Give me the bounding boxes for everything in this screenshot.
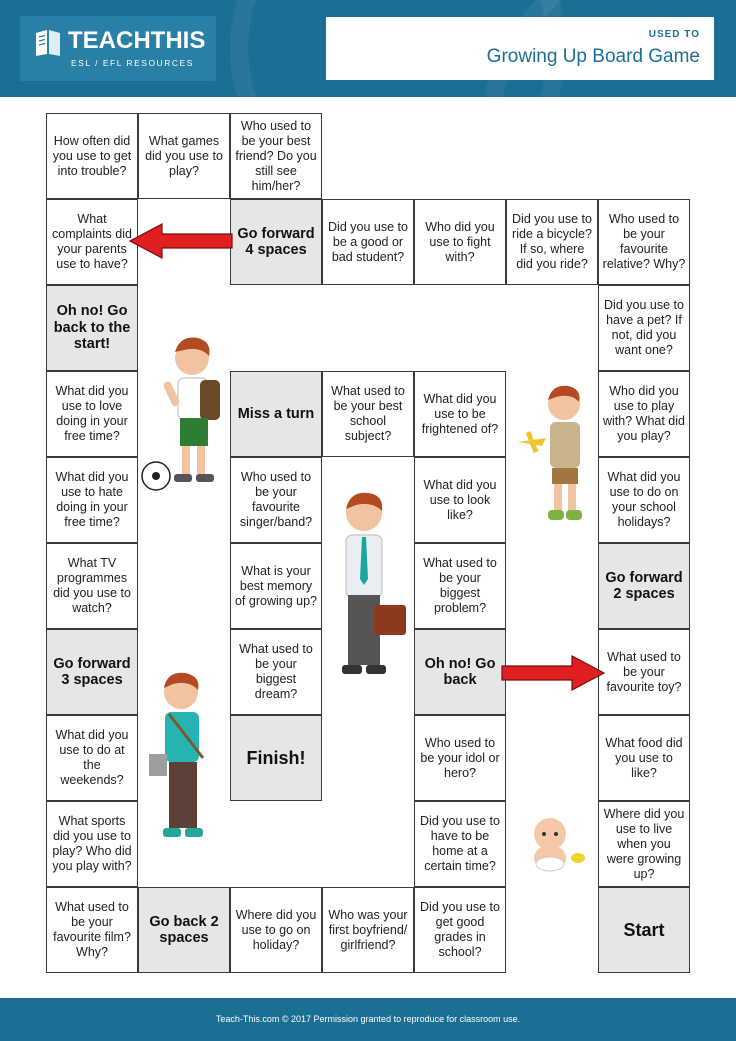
man-with-briefcase-illustration bbox=[330, 487, 410, 679]
board-square: Who used to be your idol or hero? bbox=[414, 715, 506, 801]
board-square: Did you use to have to be home at a certain time? bbox=[414, 801, 506, 887]
board-square-action: Go forward 2 spaces bbox=[598, 543, 690, 629]
boy-with-football-illustration bbox=[140, 330, 230, 495]
board-square: What did you use to look like? bbox=[414, 457, 506, 543]
board-square: What did you use to do at the weekends? bbox=[46, 715, 138, 801]
brand-name: TEACHTHIS bbox=[68, 27, 206, 54]
baby-illustration bbox=[528, 812, 588, 874]
board-square-action: Oh no! Go back to the start! bbox=[46, 285, 138, 371]
board-square: What did you use to be frightened of? bbox=[414, 371, 506, 457]
board-square: Who did you use to fight with? bbox=[414, 199, 506, 285]
board-square: Where did you use to live when you were growing up? bbox=[598, 801, 690, 887]
board-square: What complaints did your parents use to have? bbox=[46, 199, 138, 285]
board-square: What did you use to love doing in your free time? bbox=[46, 371, 138, 457]
board-square: What food did you use to like? bbox=[598, 715, 690, 801]
boy-with-book-illustration bbox=[145, 668, 225, 853]
board-square: What used to be your favourite toy? bbox=[598, 629, 690, 715]
board-square-action: Go forward 4 spaces bbox=[230, 199, 322, 285]
board-square: Did you use to be a good or bad student? bbox=[322, 199, 414, 285]
board-square: Where did you use to go on holiday? bbox=[230, 887, 322, 973]
board-square: Did you use to get good grades in school? bbox=[414, 887, 506, 973]
start-square: Start bbox=[598, 887, 690, 973]
board-square: What did you use to hate doing in your free time? bbox=[46, 457, 138, 543]
board-square: What used to be your best school subject? bbox=[322, 371, 414, 457]
board-square: Did you use to ride a bicycle? If so, where did you ride? bbox=[506, 199, 598, 285]
page-footer bbox=[0, 998, 736, 1041]
board-square-action: Oh no! Go back bbox=[414, 629, 506, 715]
teachthis-logo[interactable] bbox=[20, 16, 216, 81]
board-square: What did you use to do on your school holidays? bbox=[598, 457, 690, 543]
board-square: Who used to be your best friend? Do you still see him/her? bbox=[230, 113, 322, 199]
arrow-right-icon bbox=[500, 654, 606, 692]
finish-square: Finish! bbox=[230, 715, 322, 801]
board-square: What used to be your favourite film? Why? bbox=[46, 887, 138, 973]
board-square: Did you use to have a pet? If not, did you want one? bbox=[598, 285, 690, 371]
brand-tagline: ESL / EFL RESOURCES bbox=[71, 58, 194, 68]
board-square: What used to be your biggest dream? bbox=[230, 629, 322, 715]
board-square: What games did you use to play? bbox=[138, 113, 230, 199]
board-square: Who was your first boyfriend/ girlfriend? bbox=[322, 887, 414, 973]
board-square: Who did you use to play with? What did you play? bbox=[598, 371, 690, 457]
board-square: What used to be your biggest problem? bbox=[414, 543, 506, 629]
title-box bbox=[326, 17, 714, 80]
copyright-text: Teach-This.com © 2017 Permission granted to reproduce for classroom use. bbox=[215, 1014, 521, 1024]
book-logo-icon bbox=[34, 27, 62, 57]
board-square: Who used to be your favourite singer/band? bbox=[230, 457, 322, 543]
board-square-action: Go forward 3 spaces bbox=[46, 629, 138, 715]
board-square: How often did you use to get into trouble? bbox=[46, 113, 138, 199]
board-square: What sports did you use to play? Who did you play with? bbox=[46, 801, 138, 887]
board-square-action: Miss a turn bbox=[230, 371, 322, 457]
board-square: What is your best memory of growing up? bbox=[230, 543, 322, 629]
arrow-left-icon bbox=[128, 222, 236, 260]
board-square-action: Go back 2 spaces bbox=[138, 887, 230, 973]
page-header bbox=[0, 0, 736, 97]
board-square: What TV programmes did you use to watch? bbox=[46, 543, 138, 629]
topic-label: USED TO bbox=[648, 29, 700, 40]
page-title: Growing Up Board Game bbox=[486, 46, 700, 67]
boy-with-toy-plane-illustration bbox=[516, 380, 596, 530]
board-square: Who used to be your favourite relative? Why? bbox=[598, 199, 690, 285]
